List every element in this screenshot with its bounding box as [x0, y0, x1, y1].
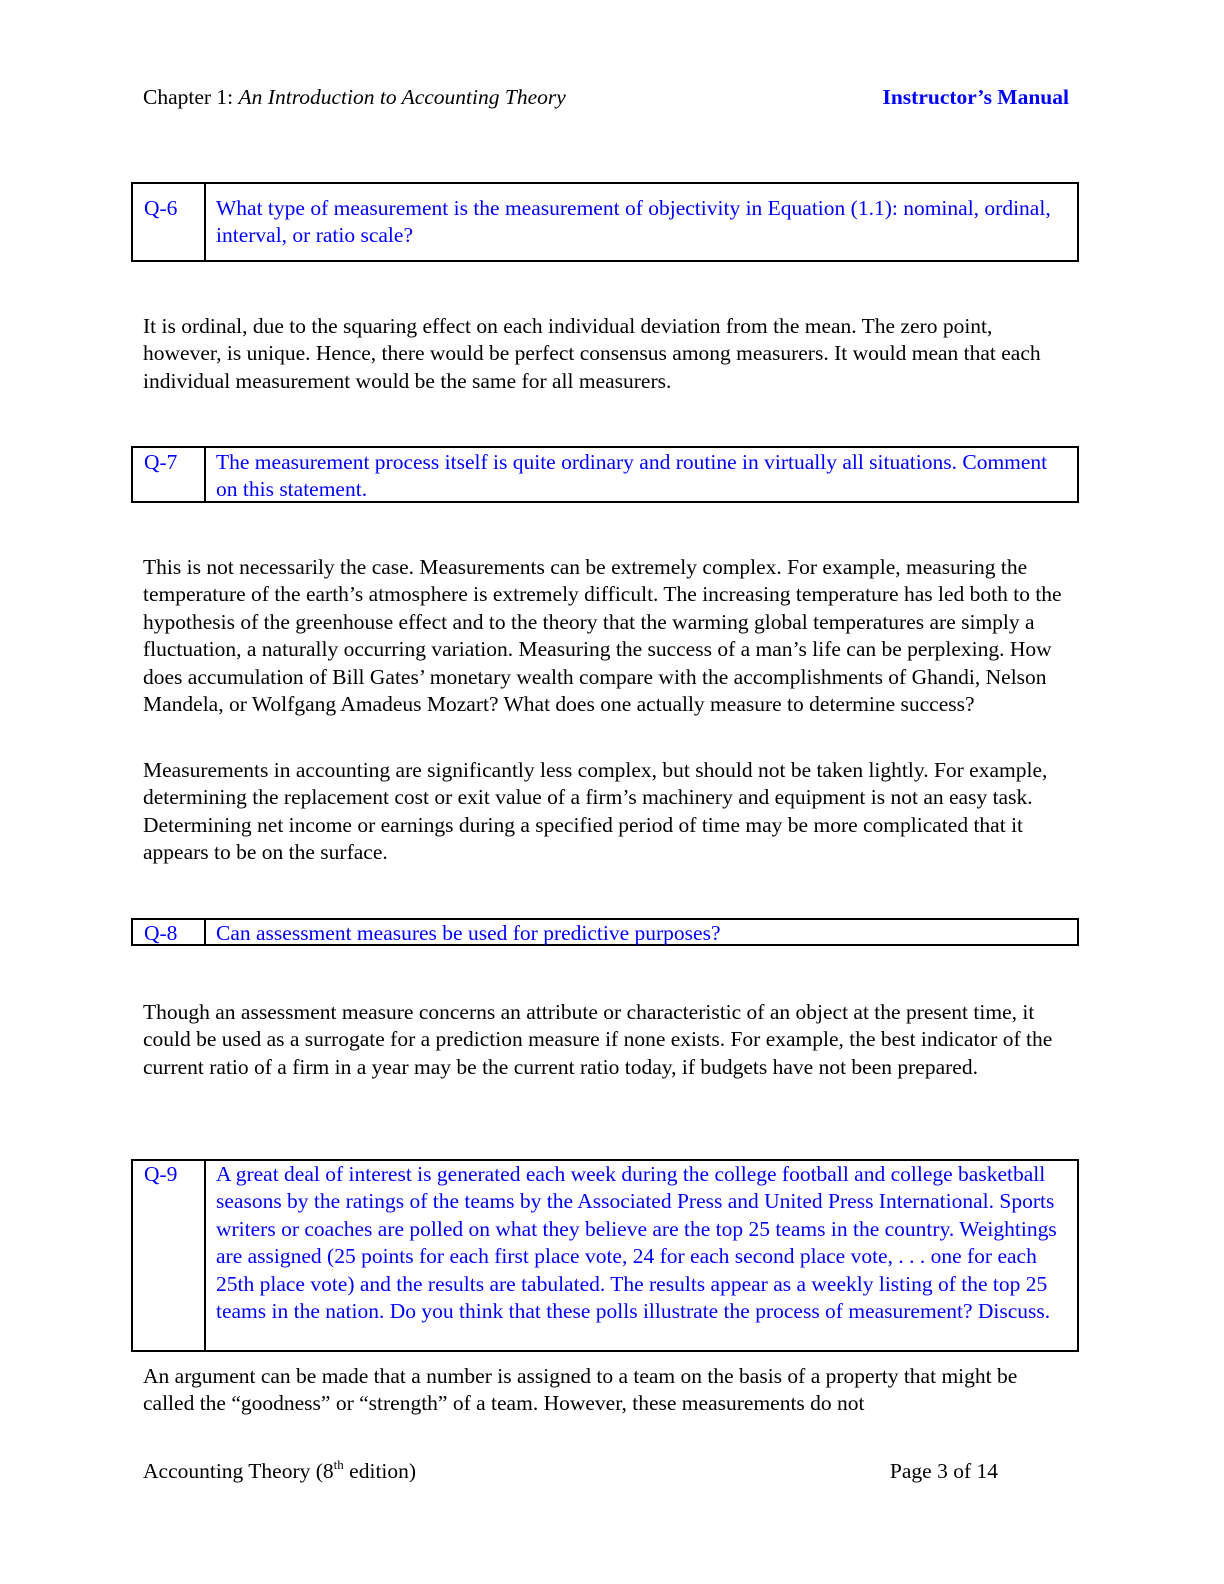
- question-box-q8: [131, 918, 1079, 946]
- edition-superscript: th: [333, 1457, 344, 1472]
- answer-paragraph: Though an assessment measure concerns an attribute or characteristic of an object at the present time, it could be used as a surrogate for a prediction measure if none exists. For example, the best indicator of the current ratio of a firm in a year may be the current ratio today, if budgets have not been prepared.: [143, 1000, 1053, 1079]
- question-text: A great deal of interest is generated each week during the college football and college basketball seasons by the ratings of the teams by the Associated Press and United Press International. Sports writers or coaches are polled on what they believe are the top 25 teams in the country. Weightings are assigned (25 points for each first place vote, 24 for each second place vote, . . . one for each 25th place vote) and the results are tabulated. The results appear as a weekly listing of the top 25 teams in the nation. Do you think that these polls illustrate the process of measurement? Discuss.: [216, 1162, 1057, 1324]
- manual-label: Instructor’s Manual: [882, 85, 1069, 109]
- chapter-prefix: Chapter 1:: [143, 85, 239, 109]
- question-box-q7: [131, 446, 1079, 503]
- answer-paragraph: An argument can be made that a number is assigned to a team on the basis of a property that might be called the “goodness” or “strength” of a team. However, these measurements do not: [143, 1364, 1018, 1416]
- question-text: The measurement process itself is quite ordinary and routine in virtually all situations. Comment on this statement.: [216, 450, 1048, 502]
- question-box-q6: [131, 182, 1079, 262]
- question-number: Q-8: [133, 920, 206, 944]
- question-text: What type of measurement is the measurement of objectivity in Equation (1.1): nominal, ordinal, interval, or ratio scale?: [216, 196, 1051, 248]
- chapter-title: An Introduction to Accounting Theory: [238, 85, 566, 109]
- page-number: Page 3 of 14: [889, 1459, 998, 1483]
- question-text: Can assessment measures be used for predictive purposes?: [216, 921, 721, 945]
- question-number: Q-7: [133, 448, 206, 501]
- page-header: [143, 83, 1069, 111]
- question-box-q9: [131, 1159, 1079, 1352]
- question-number: Q-6: [133, 184, 206, 260]
- answer-paragraph: It is ordinal, due to the squaring effect on each individual deviation from the mean. The zero point, however, is unique. Hence, there would be perfect consensus among measurers. It would mean that each individual measurement would be the same for all measurers.: [143, 314, 1041, 393]
- book-edition: Accounting Theory (8th edition): [143, 1457, 417, 1483]
- answer-paragraph: This is not necessarily the case. Measurements can be extremely complex. For example, measuring the temperature of the earth’s atmosphere is extremely difficult. The increasing temperature has led both to the hypothesis of the greenhouse effect and to the theory that the warming global temperatures are simply a fluctuation, a naturally occurring variation. Measuring the success of a man’s life can be perplexing. How does accumulation of Bill Gates’ monetary wealth compare with the accomplishments of Ghandi, Nelson Mandela, or Wolfgang Amadeus Mozart? What does one actually measure to determine success?: [143, 555, 1062, 717]
- chapter-heading: [143, 83, 566, 111]
- answer-paragraph: Measurements in accounting are significantly less complex, but should not be taken lightly. For example, determining the replacement cost or exit value of a firm’s machinery and equipment is not an easy task. Determining net income or earnings during a specified period of time may be more complicated that it appears to be on the surface.: [143, 758, 1048, 865]
- page-footer: [143, 1457, 998, 1485]
- question-number: Q-9: [133, 1161, 206, 1350]
